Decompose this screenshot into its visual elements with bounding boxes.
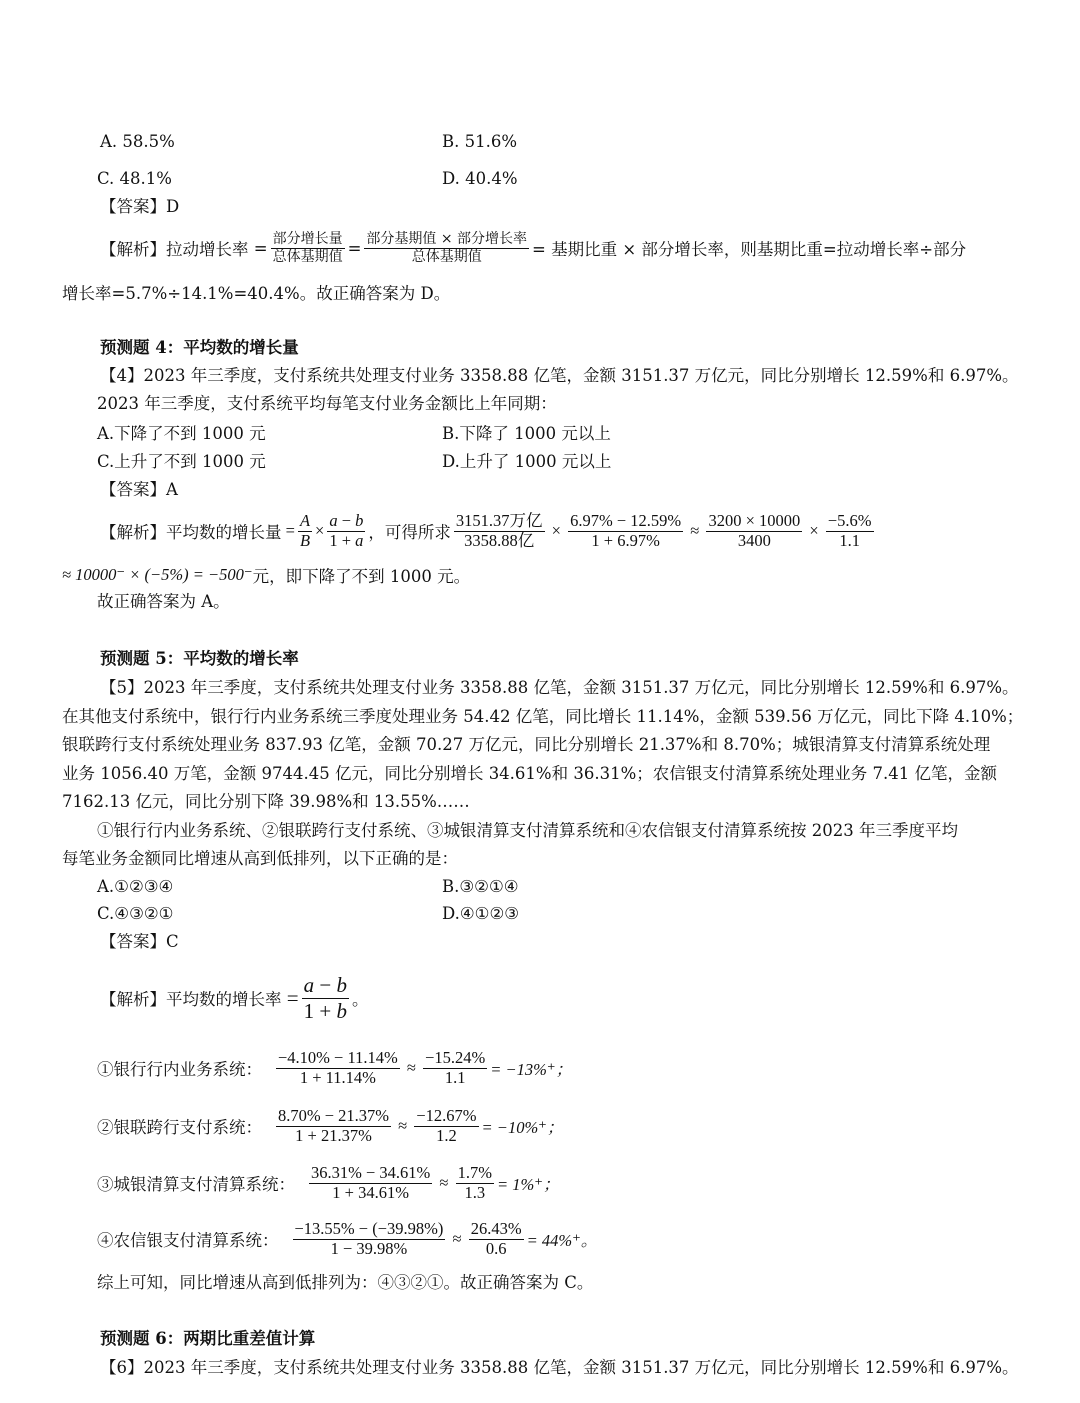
option-c: C. 48.1%	[97, 169, 172, 188]
answer: 【答案】A	[100, 480, 178, 499]
question-stem: 【6】2023 年三季度，支付系统共处理支付业务 3358.88 亿笔，金额 3151.37 万亿元，同比分别增长 12.59%和 6.97%。	[100, 1358, 1019, 1377]
question-stem: 7162.13 亿元，同比分别下降 39.98%和 13.55%……	[62, 792, 470, 811]
calc-row: ③城银清算支付清算系统： $\frac{36.31\% - 34.61\%}{1 + 34.61\%}$ ≈ $\frac{1.7\%}{1.3}$ = 1%⁺；	[97, 1162, 560, 1202]
fraction: $\frac{-5.6\%}{1.1}$	[827, 510, 872, 550]
section-title: 预测题 4：平均数的增长量	[100, 338, 299, 357]
fraction: $\frac{\text{部分基期值 × 部分增长率}}{\text{总体基期值}}$	[366, 231, 528, 265]
section-title: 预测题 6：两期比重差值计算	[100, 1329, 316, 1348]
question-stem: 【5】2023 年三季度，支付系统共处理支付业务 3358.88 亿笔，金额 3151.37 万亿元，同比分别增长 12.59%和 6.97%。	[100, 678, 1019, 697]
option-b: B.下降了 1000 元以上	[442, 424, 611, 443]
explanation-label: 【解析】拉动增长率	[100, 240, 249, 259]
fraction: $\frac{36.31\% - 34.61\%}{1 + 34.61\%}$	[311, 1162, 431, 1202]
option-c: C.④③②①	[97, 904, 174, 923]
question-stem: 在其他支付系统中，银行行内业务系统三季度处理业务 54.42 亿笔，同比增长 11.14%，金额 539.56 万亿元，同比下降 4.10%；	[62, 707, 1024, 726]
fraction: $\frac{8.70\% - 21.37\%}{1 + 21.37\%}$	[278, 1105, 390, 1145]
explanation-label: 【解析】平均数的增长量	[100, 523, 282, 542]
calc-row: ②银联跨行支付系统： $\frac{8.70\% - 21.37\%}{1 + 21.37\%}$ ≈ $\frac{-12.67\%}{1.2}$ = −10%⁺；	[97, 1105, 564, 1145]
fraction: $\frac{-12.67\%}{1.2}$	[416, 1105, 477, 1145]
explanation-formula: 【解析】平均数的增长率 = $\frac{a - b}{1 + b}$ 。	[100, 973, 369, 1023]
option-c: C.上升了不到 1000 元	[97, 452, 266, 471]
fraction: $\frac{1.7\%}{1.3}$	[457, 1162, 492, 1202]
option-d: D.④①②③	[442, 904, 520, 923]
fraction: $\frac{26.43\%}{0.6}$	[470, 1218, 522, 1258]
calc-row: ①银行行内业务系统： $\frac{-4.10\% - 11.14\%}{1 + 11.14\%}$ ≈ $\frac{-15.24\%}{1.1}$ = −13%⁺；	[97, 1047, 573, 1087]
question-stem: 银联跨行支付系统处理业务 837.93 亿笔，金额 70.27 万亿元，同比分别增长 21.37%和 8.70%；城银清算支付清算系统处理	[62, 735, 991, 754]
option-d: D. 40.4%	[442, 169, 518, 188]
explanation-formula: 【解析】拉动增长率 = $\frac{\text{部分增长量}}{\text{总体基期值}}$ = $\frac{\text{部分基期值 × 部分增长率}}{\text{总体基期值}}$ = 基期比重 × 部分增长率，则基期比重=拉动增长率÷部分	[100, 231, 967, 265]
option-d: D.上升了 1000 元以上	[442, 452, 612, 471]
option-b: B. 51.6%	[442, 132, 518, 151]
fraction: $\frac{-13.55\% - (-39.98\%)}{1 - 39.98\%}$	[294, 1218, 444, 1258]
math-expression: ≈ 10000⁻ × (−5%) = −500⁻	[62, 565, 253, 584]
fraction: $\frac{3200 \times 10000}{3400}$	[708, 510, 801, 550]
answer: 【答案】C	[100, 932, 179, 951]
fraction: $\frac{\text{3151.37万亿}}{\text{3358.88亿}}$	[455, 510, 543, 550]
question-stem: 业务 1056.40 万笔，金额 9744.45 亿元，同比分别增长 34.61%和 36.31%；农信银支付清算系统处理业务 7.41 亿笔，金额	[62, 764, 997, 783]
explanation-line: ≈ 10000⁻ × (−5%) = −500⁻ 元，即下降了不到 1000 元。	[62, 565, 471, 586]
option-a: A.下降了不到 1000 元	[97, 424, 266, 443]
fraction-a-over-b: $\frac{A}{B}$	[299, 510, 311, 550]
calc-row: ④农信银支付清算系统： $\frac{-13.55\% - (-39.98\%)}{1 - 39.98\%}$ ≈ $\frac{26.43\%}{0.6}$ = 44%⁺。	[97, 1218, 598, 1258]
fraction-growth: $\frac{a - b}{1 + a}$	[329, 510, 364, 550]
section-title: 预测题 5：平均数的增长率	[100, 649, 299, 668]
watermark	[436, 40, 512, 132]
explanation-label: 【解析】平均数的增长率	[100, 990, 282, 1009]
option-b: B.③②①④	[442, 877, 519, 896]
fraction: $\frac{-4.10\% - 11.14\%}{1 + 11.14\%}$	[278, 1047, 398, 1087]
explanation-line: 增长率=5.7%÷14.1%=40.4%。故正确答案为 D。	[62, 284, 451, 303]
explanation-tail: = 基期比重 × 部分增长率，则基期比重=拉动增长率÷部分	[532, 240, 967, 259]
explanation-formula: 【解析】平均数的增长量 = $\frac{A}{B}$ × $\frac{a - b}{1 + a}$ ，可得所求 $\frac{\text{3151.37万亿}}{\text{3358.88亿}}$ × $\frac{6.97\% - 12.59\%}{1 + 6.97\%}$ ≈ $\frac{3200 \times 10000}{3400}$ × $\frac{-5.6\%}{1.1}$	[100, 510, 872, 550]
question-stem: 【4】2023 年三季度，支付系统共处理支付业务 3358.88 亿笔，金额 3151.37 万亿元，同比分别增长 12.59%和 6.97%。	[100, 366, 1019, 385]
option-a: A. 58.5%	[100, 132, 175, 151]
fraction: $\frac{\text{部分增长量}}{\text{总体基期值}}$	[272, 231, 343, 265]
question-stem: 2023 年三季度，支付系统平均每笔支付业务金额比上年同期：	[97, 394, 557, 413]
conclusion: 综上可知，同比增速从高到低排列为：④③②①。故正确答案为 C。	[97, 1273, 594, 1292]
question-text: 每笔业务金额同比增速从高到低排列，以下正确的是：	[62, 849, 458, 868]
question-text: ①银行行内业务系统、②银联跨行支付系统、③城银清算支付清算系统和④农信银支付清算系统按 2023 年三季度平均	[97, 821, 958, 840]
fraction: $\frac{-15.24\%}{1.1}$	[425, 1047, 486, 1087]
conclusion: 故正确答案为 A。	[97, 592, 230, 611]
answer: 【答案】D	[100, 197, 180, 216]
fraction: $\frac{6.97\% - 12.59\%}{1 + 6.97\%}$	[570, 510, 682, 550]
option-a: A.①②③④	[97, 877, 174, 896]
fraction-growth-rate: $\frac{a - b}{1 + b}$	[303, 973, 347, 1023]
